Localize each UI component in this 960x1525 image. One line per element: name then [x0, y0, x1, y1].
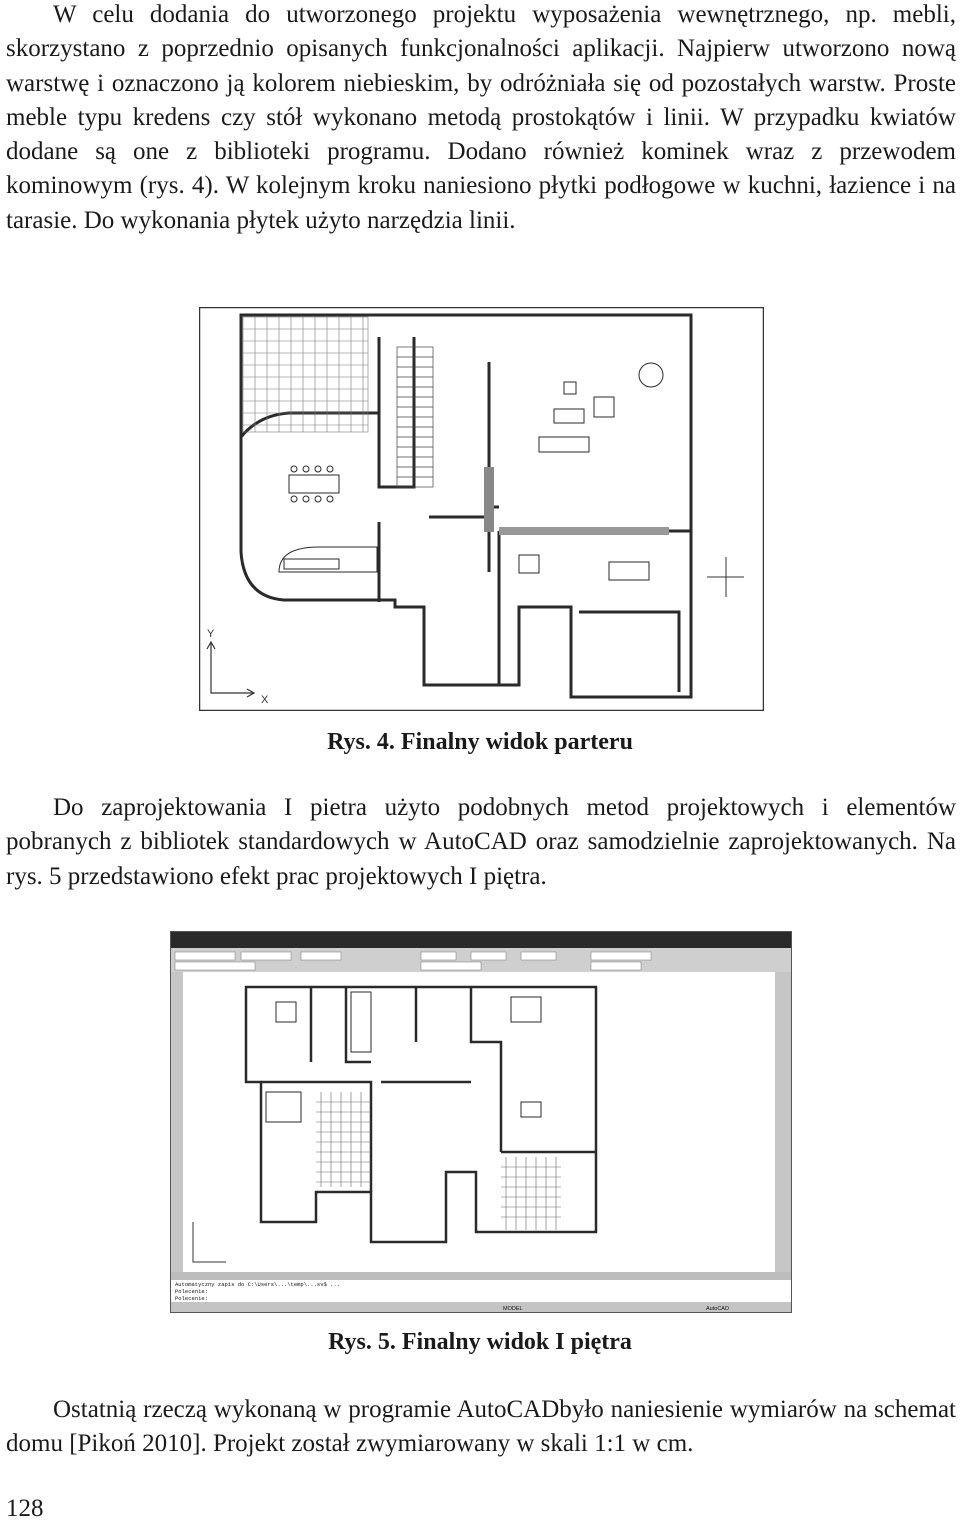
- status-model: MODEL: [503, 1306, 523, 1312]
- ground-floor-drawing: [199, 307, 764, 711]
- axis-y-label: Y: [207, 628, 215, 640]
- status-app: AutoCAD: [706, 1306, 729, 1312]
- chimney: [484, 467, 494, 532]
- page-number: 128: [6, 1495, 44, 1522]
- paragraph-first-floor: Do zaprojektowania I pietra użyto podobnych metod projektowych i elementów pobranych z bibliotek standardowych w AutoCAD oraz samodzielnie zaprojektowanych. Na rys. 5 przedstawiono efekt prac projektowych I piętra.: [6, 794, 956, 890]
- command-line-3: Polecenie:: [175, 1295, 209, 1302]
- figure4-caption: Rys. 4. Finalny widok parteru: [327, 729, 633, 755]
- figure-first-floor-screenshot: [170, 931, 792, 1313]
- wall-hatch: [499, 527, 669, 535]
- figure5-caption: Rys. 5. Finalny widok I piętra: [328, 1329, 632, 1355]
- command-line-1: Automatyczny zapis do C:\Users\...\temp\...sv$ ...: [175, 1281, 341, 1288]
- axis-x-label: X: [261, 694, 269, 706]
- autocad-window: [171, 932, 791, 1312]
- figure-ground-floor-plan: [199, 307, 764, 711]
- command-line-2: Polecenie:: [175, 1288, 209, 1295]
- paragraph-furnishing: W celu dodania do utworzonego projektu wyposażenia wewnętrznego, np. mebli, skorzystano z poprzednio opisanych funkcjonalności aplikacji. Najpierw utworzono nową warstwę i oznaczono ją kolorem niebieskim, by odróżniała się od pozostałych warstw. Proste meble typu kredens czy stół wykonano metodą prostokątów i linii. W przypadku kwiatów dodane są one z biblioteki programu. Dodano również kominek wraz z przewodem kominowym (rys. 4). W kolejnym kroku naniesiono płytki podłogowe w kuchni, łazience i na tarasie. Do wykonania płytek użyto narzędzia linii.: [6, 1, 956, 234]
- paragraph-dimensions: Ostatnią rzeczą wykonaną w programie AutoCADbyło naniesienie wymiarów na schemat domu [Pikoń 2010]. Projekt został zwymiarowany w skali 1:1 w cm.: [6, 1396, 956, 1458]
